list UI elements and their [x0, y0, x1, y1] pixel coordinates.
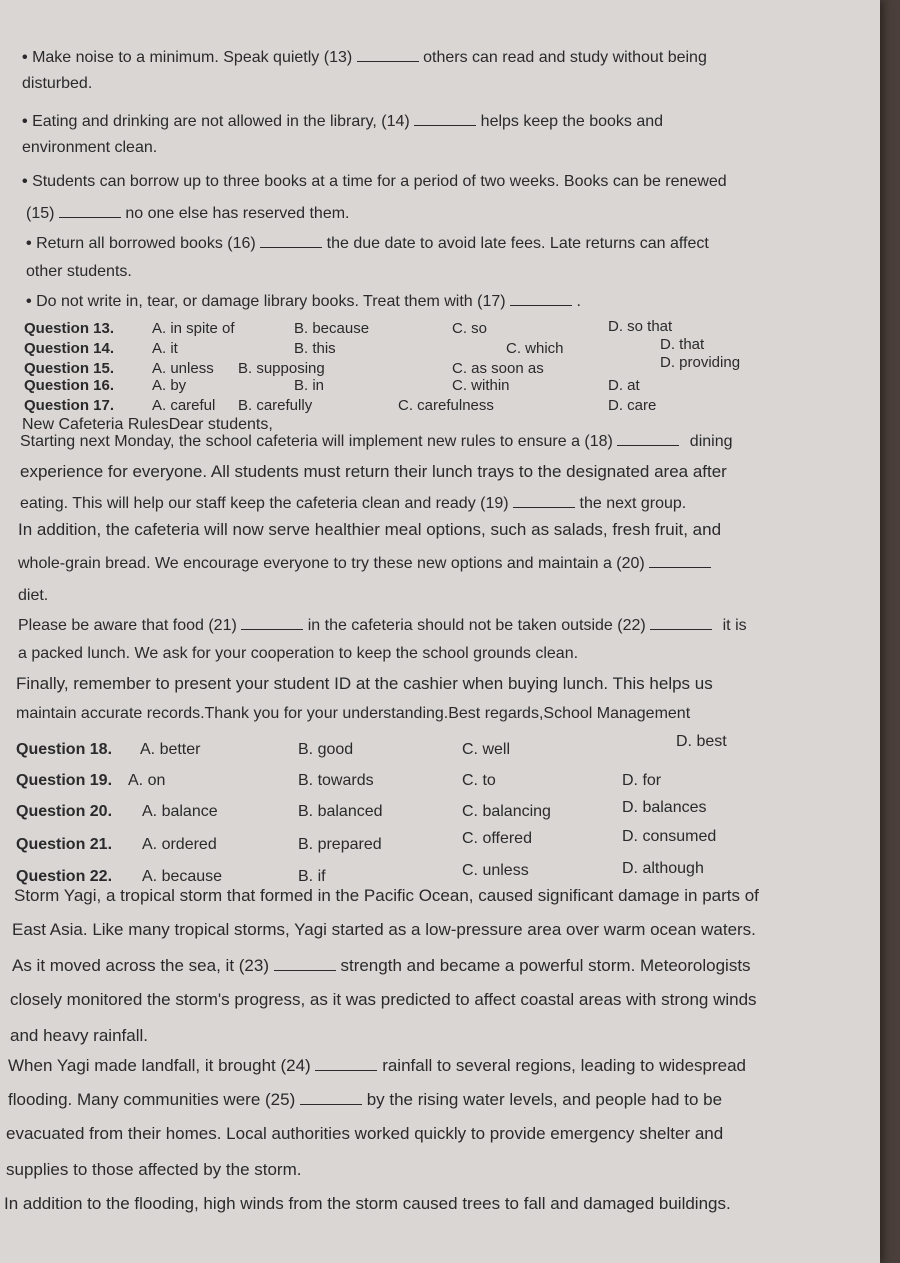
rule-text: Eating and drinking are not allowed in the library, (14) [32, 113, 410, 130]
option-c[interactable]: C. carefulness [398, 397, 494, 414]
option-a[interactable]: A. better [140, 741, 201, 758]
storm-line10: In addition to the flooding, high winds from the storm caused trees to fall and damaged buildings. [4, 1194, 731, 1213]
option-a[interactable]: A. because [142, 868, 223, 885]
option-d[interactable]: D. care [608, 397, 657, 414]
cafeteria-p1-line1 [20, 432, 880, 452]
option-d[interactable]: D. although [622, 860, 704, 877]
passage-text: dining [689, 433, 733, 450]
passage-text: rainfall to several regions, leading to widespread [382, 1056, 747, 1075]
question-label: Question 21. [16, 836, 113, 853]
question-label: Question 15. [24, 360, 115, 377]
cafeteria-p2-line3: diet. [18, 587, 49, 604]
cafeteria-p3-line1 [18, 616, 880, 636]
answer-blank-13[interactable] [357, 49, 419, 62]
option-b[interactable]: B. balanced [298, 803, 383, 820]
rule-14-cont: environment clean. [22, 139, 158, 156]
rule-text: helps keep the books and [480, 113, 664, 130]
passage-text: by the rising water levels, and people had to be [366, 1090, 723, 1109]
option-c[interactable]: C. well [462, 741, 511, 758]
rule-15 [22, 172, 880, 192]
option-a[interactable]: A. careful [152, 397, 216, 414]
cafeteria-p2-line2 [18, 554, 880, 574]
passage-text: eating. This will help our staff keep the cafeteria clean and ready (19) [20, 495, 509, 512]
storm-line4: closely monitored the storm's progress, as it was predicted to affect coastal areas with strong winds [10, 990, 757, 1009]
option-b[interactable]: B. good [298, 741, 354, 758]
storm-line8: evacuated from their homes. Local authorities worked quickly to provide emergency shelter and [6, 1124, 724, 1143]
storm-line1: Storm Yagi, a tropical storm that formed in the Pacific Ocean, caused significant damage in parts of [14, 886, 759, 905]
option-c[interactable]: C. unless [462, 862, 529, 879]
question-label: Question 20. [16, 803, 113, 820]
answer-blank-25[interactable] [300, 1092, 362, 1105]
answer-blank-16[interactable] [260, 235, 322, 248]
passage-text: As it moved across the sea, it (23) [12, 956, 269, 975]
option-c[interactable]: C. balancing [462, 803, 551, 820]
answer-blank-21[interactable] [241, 617, 303, 630]
bullet: • [22, 113, 28, 130]
cafeteria-p2-line1: In addition, the cafeteria will now serve healthier meal options, such as salads, fresh fruit, and [18, 520, 722, 539]
rule-text: . [576, 293, 581, 310]
option-a[interactable]: A. balance [142, 803, 218, 820]
passage-text: strength and became a powerful storm. Meteorologists [340, 956, 751, 975]
answer-blank-22[interactable] [650, 617, 712, 630]
option-d[interactable]: D. balances [622, 799, 707, 816]
option-a[interactable]: A. in spite of [152, 320, 235, 337]
option-d[interactable]: D. so that [608, 318, 673, 335]
answer-blank-15[interactable] [59, 205, 121, 218]
answer-blank-20[interactable] [649, 555, 711, 568]
option-d[interactable]: D. for [622, 772, 662, 789]
option-b[interactable]: B. this [294, 340, 336, 357]
question-label: Question 18. [16, 741, 113, 758]
storm-line9: supplies to those affected by the storm. [6, 1160, 302, 1179]
passage-text: the next group. [579, 495, 687, 512]
question-label: Question 13. [24, 320, 115, 337]
option-c[interactable]: C. which [506, 340, 564, 357]
option-a[interactable]: A. on [128, 772, 166, 789]
cafeteria-p4-line1: Finally, remember to present your student ID at the cashier when buying lunch. This helps us [16, 674, 713, 693]
option-a[interactable]: A. unless [152, 360, 214, 377]
bullet: • [26, 293, 32, 310]
option-b[interactable]: B. because [294, 320, 370, 337]
cafeteria-p3-line2: a packed lunch. We ask for your cooperation to keep the school grounds clean. [18, 645, 579, 662]
answer-blank-18[interactable] [617, 433, 679, 446]
cafeteria-p4-line2: maintain accurate records.Thank you for your understanding.Best regards,School Management [16, 705, 691, 722]
cafeteria-p1-line2: experience for everyone. All students must return their lunch trays to the designated area after [20, 462, 727, 481]
passage-text: in the cafeteria should not be taken outside (22) [307, 617, 646, 634]
option-d[interactable]: D. that [660, 336, 705, 353]
option-b[interactable]: B. in [294, 377, 325, 394]
rule-15-cont [26, 204, 880, 224]
passage-text: whole-grain bread. We encourage everyone to try these new options and maintain a (20) [18, 555, 645, 572]
question-label: Question 22. [16, 868, 113, 885]
rule-text: no one else has reserved them. [125, 205, 350, 222]
answer-blank-19[interactable] [513, 495, 575, 508]
option-b[interactable]: B. carefully [238, 397, 313, 414]
option-b[interactable]: B. prepared [298, 836, 382, 853]
storm-line3 [12, 956, 880, 976]
passage-text: Starting next Monday, the school cafeteria will implement new rules to ensure a (18) [20, 433, 613, 450]
option-c[interactable]: C. to [462, 772, 496, 789]
storm-line6 [8, 1056, 880, 1076]
question-label: Question 19. [16, 772, 113, 789]
passage-text: it is [722, 617, 747, 634]
option-d[interactable]: D. best [676, 733, 727, 750]
question-label: Question 14. [24, 340, 115, 357]
option-c[interactable]: C. as soon as [452, 360, 544, 377]
storm-line5: and heavy rainfall. [10, 1026, 148, 1045]
rule-text: Make noise to a minimum. Speak quietly (13) [32, 49, 353, 66]
option-d[interactable]: D. providing [660, 354, 741, 371]
rule-text: Return all borrowed books (16) [36, 235, 256, 252]
rule-13-cont: disturbed. [22, 75, 93, 92]
rule-text: (15) [26, 205, 55, 222]
bullet: • [26, 235, 32, 252]
question-label: Question 17. [24, 397, 115, 414]
rule-16 [26, 234, 880, 254]
passage-text: flooding. Many communities were (25) [8, 1090, 296, 1109]
storm-line2: East Asia. Like many tropical storms, Yagi started as a low-pressure area over warm ocean waters. [12, 920, 756, 939]
answer-blank-17[interactable] [510, 293, 572, 306]
answer-blank-23[interactable] [274, 958, 336, 971]
option-a[interactable]: A. by [152, 377, 187, 394]
cafeteria-p1-line3 [20, 494, 880, 514]
answer-blank-14[interactable] [414, 113, 476, 126]
option-c[interactable]: C. so [452, 320, 488, 337]
option-c[interactable]: C. offered [462, 830, 532, 847]
rule-16-cont: other students. [26, 263, 132, 280]
rule-text: others can read and study without being [423, 49, 707, 66]
option-d[interactable]: D. consumed [622, 828, 717, 845]
answer-blank-24[interactable] [315, 1058, 377, 1071]
option-c[interactable]: C. within [452, 377, 510, 394]
storm-line7 [8, 1090, 880, 1110]
bullet: • [22, 173, 28, 190]
rule-17 [26, 292, 880, 312]
option-a[interactable]: A. ordered [142, 836, 217, 853]
question-label: Question 16. [24, 377, 115, 394]
option-b[interactable]: B. if [298, 868, 326, 885]
option-a[interactable]: A. it [152, 340, 178, 357]
rule-text: Students can borrow up to three books at a time for a period of two weeks. Books can be renewed [32, 173, 727, 190]
cafeteria-title: New Cafeteria RulesDear students, [22, 416, 273, 433]
option-b[interactable]: B. towards [298, 772, 374, 789]
rule-13 [22, 48, 880, 68]
passage-text: Please be aware that food (21) [18, 617, 237, 634]
bullet: • [22, 49, 28, 66]
passage-text: When Yagi made landfall, it brought (24) [8, 1056, 311, 1075]
rule-text: the due date to avoid late fees. Late returns can affect [326, 235, 709, 252]
rule-text: Do not write in, tear, or damage library books. Treat them with (17) [36, 293, 506, 310]
rule-14 [22, 112, 880, 132]
option-b[interactable]: B. supposing [238, 360, 325, 377]
option-d[interactable]: D. at [608, 377, 640, 394]
